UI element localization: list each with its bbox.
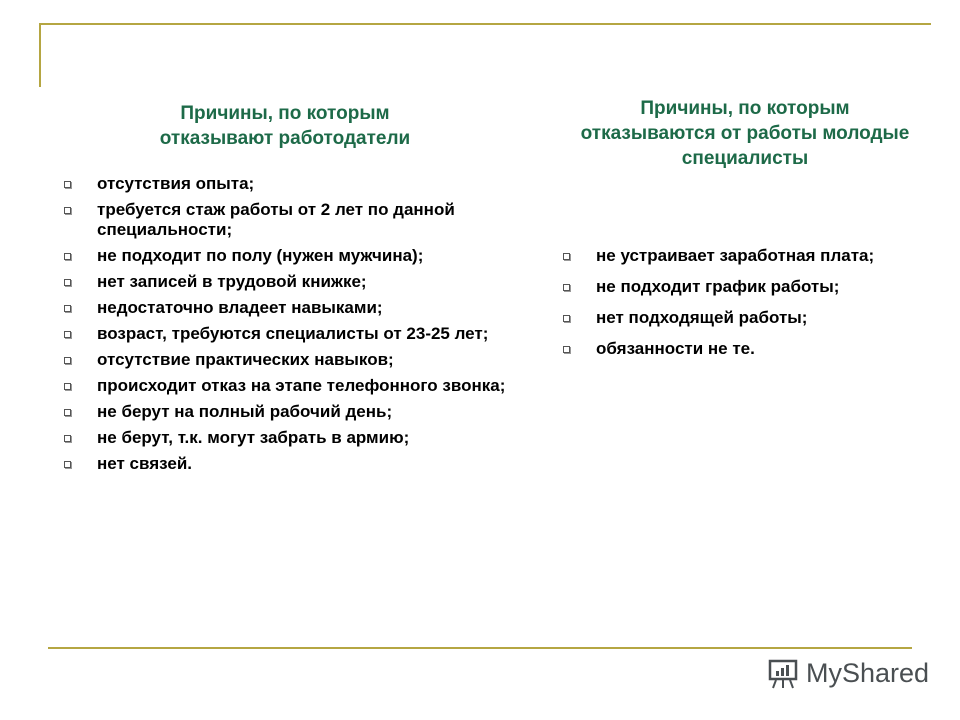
list-item xyxy=(64,428,514,448)
presentation-board-icon xyxy=(766,656,800,690)
square-bullet-icon xyxy=(64,383,71,390)
list-item-text: происходит отказ на этапе телефонного звонка; xyxy=(97,376,506,395)
list-item xyxy=(64,376,514,396)
list-item xyxy=(64,200,514,240)
list-item-text: отсутствие практических навыков; xyxy=(97,350,394,369)
top-rule xyxy=(39,23,931,25)
list-item xyxy=(64,246,514,266)
right-reasons-list xyxy=(563,246,908,370)
list-item xyxy=(64,454,514,474)
square-bullet-icon xyxy=(64,207,71,214)
list-item-text: не подходит график работы; xyxy=(596,277,840,296)
list-item-text: нет записей в трудовой книжке; xyxy=(97,272,367,291)
list-item-text: обязанности не те. xyxy=(596,339,755,358)
list-item-text: не берут на полный рабочий день; xyxy=(97,402,393,421)
left-rule xyxy=(39,23,41,87)
square-bullet-icon xyxy=(563,253,570,260)
myshared-logo xyxy=(766,656,929,690)
list-item xyxy=(64,272,514,292)
square-bullet-icon xyxy=(64,435,71,442)
square-bullet-icon xyxy=(64,331,71,338)
square-bullet-icon xyxy=(563,315,570,322)
square-bullet-icon xyxy=(563,284,570,291)
square-bullet-icon xyxy=(64,357,71,364)
left-column-title: Причины, по которым отказывают работодатели xyxy=(159,103,411,149)
square-bullet-icon xyxy=(64,181,71,188)
list-item xyxy=(563,246,908,266)
list-item-text: не подходит по полу (нужен мужчина); xyxy=(97,246,424,265)
left-reasons-list xyxy=(64,174,514,480)
right-column-title: Причины, по которым отказываются от работы молодые специалисты xyxy=(580,98,910,169)
list-item-text: отсутствия опыта; xyxy=(97,174,255,193)
square-bullet-icon xyxy=(563,346,570,353)
list-item-text: нет подходящей работы; xyxy=(596,308,808,327)
square-bullet-icon xyxy=(64,461,71,468)
list-item xyxy=(64,350,514,370)
list-item-text: не берут, т.к. могут забрать в армию; xyxy=(97,428,410,447)
square-bullet-icon xyxy=(64,279,71,286)
list-item-text: требуется стаж работы от 2 лет по данной специальности; xyxy=(97,200,455,239)
logo-text: MyShared xyxy=(806,657,930,688)
square-bullet-icon xyxy=(64,409,71,416)
list-item-text: недостаточно владеет навыками; xyxy=(97,298,383,317)
list-item xyxy=(563,308,908,328)
list-item xyxy=(563,339,908,359)
square-bullet-icon xyxy=(64,253,71,260)
list-item xyxy=(64,174,514,194)
square-bullet-icon xyxy=(64,305,71,312)
list-item xyxy=(64,324,514,344)
list-item-text: возраст, требуются специалисты от 23-25 лет; xyxy=(97,324,489,343)
list-item xyxy=(563,277,908,297)
list-item-text: не устраивает заработная плата; xyxy=(596,246,875,265)
list-item-text: нет связей. xyxy=(97,454,193,473)
list-item xyxy=(64,298,514,318)
list-item xyxy=(64,402,514,422)
bottom-rule xyxy=(48,647,912,649)
